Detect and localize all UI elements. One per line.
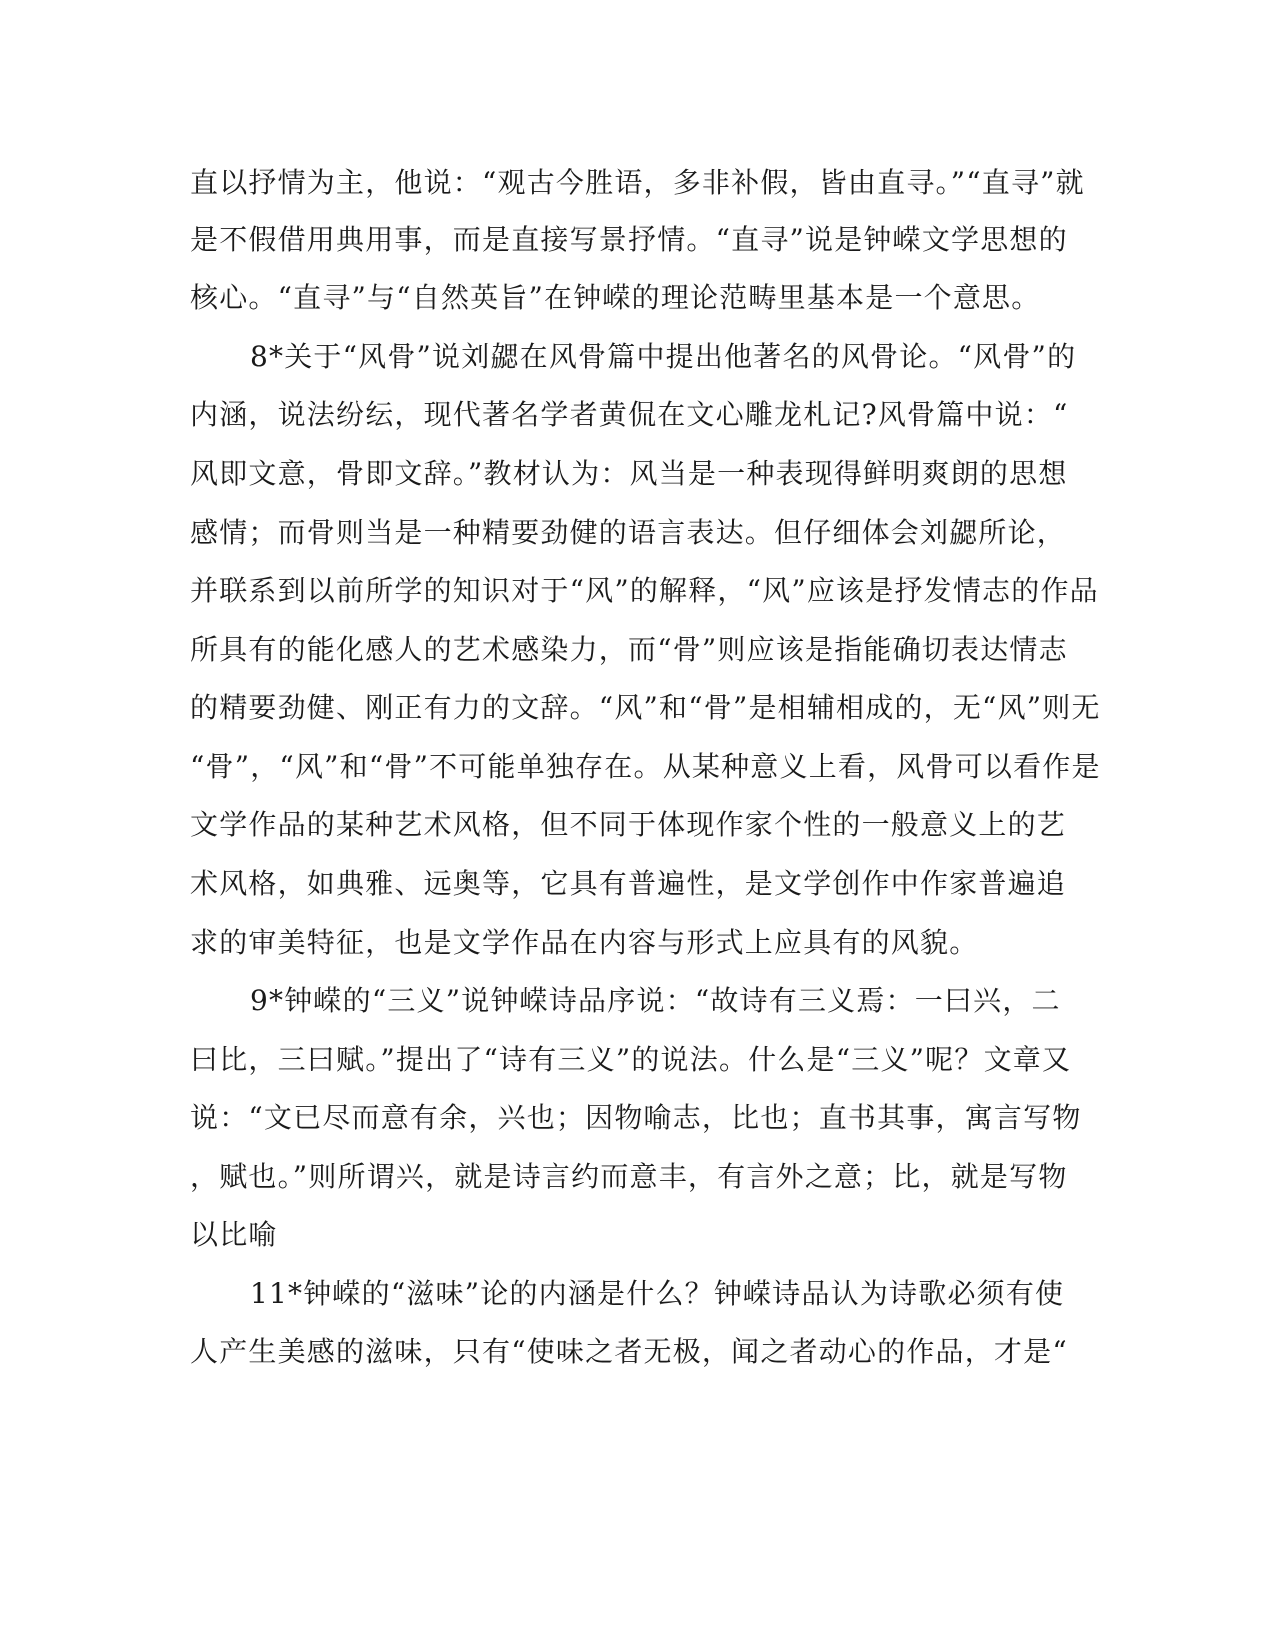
paragraph-start-line: 11*钟嵘的“滋味”论的内涵是什么？钟嵘诗品认为诗歌必须有使 xyxy=(250,1277,1065,1310)
text-line: 直以抒情为主，他说：“观古今胜语，多非补假，皆由直寻。”“直寻”就 xyxy=(190,166,1085,199)
text-line: 文学作品的某种艺术风格，但不同于体现作家个性的一般意义上的艺 xyxy=(190,808,1067,841)
text-line: 感情；而骨则当是一种精要劲健的语言表达。但仔细体会刘勰所论， xyxy=(190,516,1067,549)
text-line: ，赋也。”则所谓兴，就是诗言约而意丰，有言外之意；比，就是写物 xyxy=(190,1160,1068,1193)
text-line: 的精要劲健、刚正有力的文辞。“风”和“骨”是相辅相成的，无“风”则无 xyxy=(190,691,1101,724)
text-line: 以比喻 xyxy=(190,1218,278,1251)
text-line: 并联系到以前所学的知识对于“风”的解释，“风”应该是抒发情志的作品 xyxy=(190,574,1099,607)
text-line: 曰比，三曰赋。”提出了“诗有三义”的说法。什么是“三义”呢？文章又 xyxy=(190,1043,1072,1076)
text-line: 人产生美感的滋味，只有“使味之者无极，闻之者动心的作品，才是“ xyxy=(190,1335,1068,1368)
paragraph-start-line: 8*关于“风骨”说刘勰在风骨篇中提出他著名的风骨论。“风骨”的 xyxy=(250,340,1077,373)
text-line: “骨”，“风”和“骨”不可能单独存在。从某种意义上看，风骨可以看作是 xyxy=(190,750,1101,783)
text-line: 是不假借用典用事，而是直接写景抒情。“直寻”说是钟嵘文学思想的 xyxy=(190,223,1068,256)
text-line: 内涵，说法纷纭，现代著名学者黄侃在文心雕龙札记?风骨篇中说：“ xyxy=(190,398,1069,431)
text-line: 术风格，如典雅、远奥等，它具有普遍性，是文学创作中作家普遍追 xyxy=(190,867,1067,900)
text-line: 所具有的能化感人的艺术感染力，而“骨”则应该是指能确切表达情志 xyxy=(190,633,1068,666)
text-line: 风即文意，骨即文辞。”教材认为：风当是一种表现得鲜明爽朗的思想 xyxy=(190,457,1068,490)
text-line: 说：“文已尽而意有余，兴也；因物喻志，比也；直书其事，寓言写物 xyxy=(190,1101,1082,1134)
text-line: 核心。“直寻”与“自然英旨”在钟嵘的理论范畴里基本是一个意思。 xyxy=(190,281,1041,314)
paragraph-start-line: 9*钟嵘的“三义”说钟嵘诗品序说：“故诗有三义焉：一曰兴，二 xyxy=(250,984,1061,1017)
text-line: 求的审美特征，也是文学作品在内容与形式上应具有的风貌。 xyxy=(190,926,979,959)
